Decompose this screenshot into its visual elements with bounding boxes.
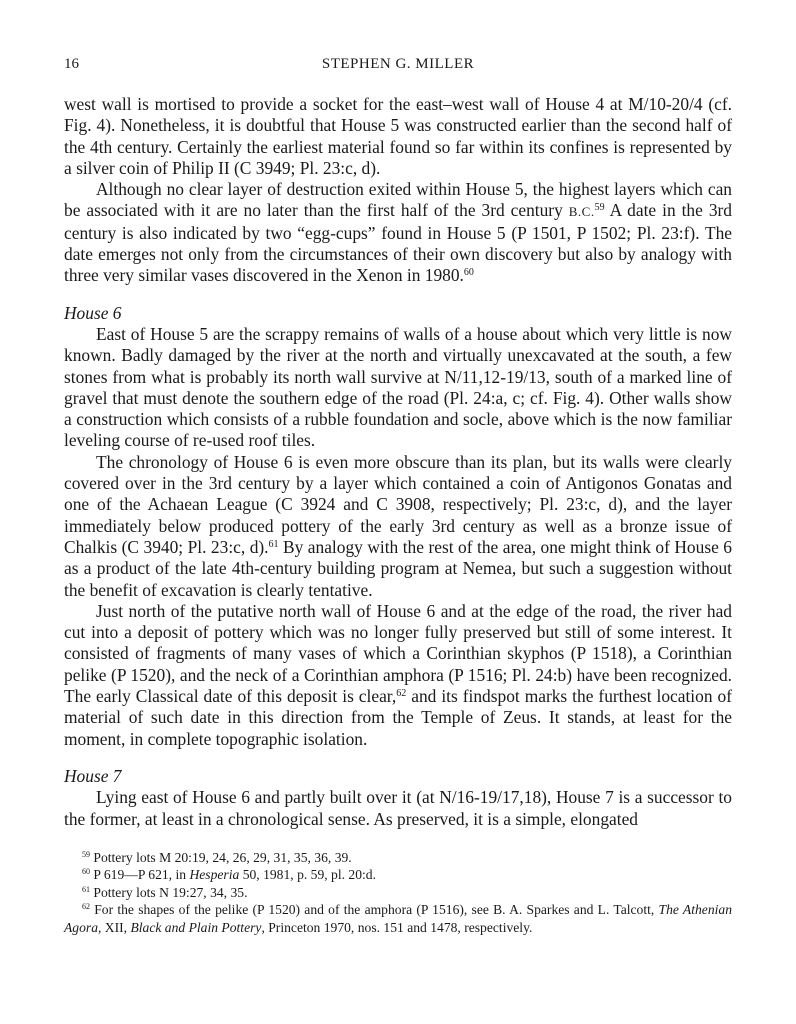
paragraph xyxy=(64,787,732,830)
footnote-text: Pottery lots M 20:19, 24, 26, 29, 31, 35, 36, 39. xyxy=(90,850,352,865)
paragraph xyxy=(64,94,732,179)
page-header xyxy=(64,56,732,78)
page-number: 16 xyxy=(64,56,79,72)
footnote-ref[interactable]: 61 xyxy=(268,538,279,550)
main-text xyxy=(64,94,732,830)
paragraph xyxy=(64,179,732,286)
footnote-ref[interactable]: 62 xyxy=(396,688,407,700)
footnote-ref[interactable]: 59 xyxy=(594,202,605,214)
paragraph-text: The chronology of House 6 is even more obscure than its plan, but its walls were clearly covered over in the 3rd century by a layer which contained a coin of Antigonos Gonatas and one of the Achaean League (C 3924 and C 3908, respectively; Pl. 23:c, d), and the layer immediately below produced pottery of the early 3rd century as well as a bronze issue of Chalkis (C 3940; Pl. 23:c, d). xyxy=(64,451,732,557)
paragraph-text: west wall is mortised to provide a socket for the east–west wall of House 4 at M/10-20/4 (cf. Fig. 4). Nonetheless, it is doubtful that House 5 was constructed earlier than the second half of the 4th century. Certainly the earliest material found so far within its confines is represented by a silver coin of Philip II (C 3949; Pl. 23:c, d). xyxy=(64,94,732,178)
paragraph-text: By analogy with the rest of the area, one might think of House 6 as a product of the late 4th-century building program at Nemea, but such a suggestion without the benefit of excavation is clearly tentative. xyxy=(64,536,732,600)
paragraph xyxy=(64,324,732,452)
paragraph-text: A date in the 3rd century is also indicated by two “egg-cups” found in House 5 (P 1501, P 1502; Pl. 23:f). The date emerges not only from the circumstances of their own discovery but also by analogy with three very similar vases discovered in the Xenon in 1980. xyxy=(64,200,732,286)
footnote-text: For the shapes of the pelike (P 1520) and of the amphora (P 1516), see B. A. Sparkes and L. Talcott, xyxy=(90,902,659,918)
journal-title: Hesperia xyxy=(189,867,240,883)
footnote-number: 61 xyxy=(82,884,90,894)
footnote-text: Pottery lots N 19:27, 34, 35. xyxy=(90,884,248,900)
footnote-text: 50, 1981, p. 59, pl. 20:d. xyxy=(239,867,376,883)
footnote-text: P 619—P 621, in xyxy=(90,867,190,883)
section-heading-house-7: House 7 xyxy=(64,765,122,786)
paragraph-text: East of House 5 are the scrappy remains of walls of a house about which very little is now known. Badly damaged by the river at the north and virtually unexcavated at the south, a few stones from what is probably its north wall survive at N/11,12-19/13, south of a marked line of gravel that must denote the southern edge of the road (Pl. 24:a, c; cf. Fig. 4). Other walls show a construction which consists of a rubble foundation and socle, above which is the now familiar leveling course of re-used roof tiles. xyxy=(64,323,732,451)
footnotes xyxy=(64,849,732,936)
footnote-62 xyxy=(64,901,732,936)
paragraph-text: Just north of the putative north wall of House 6 and at the edge of the road, the river had cut into a deposit of pottery which was no longer fully preserved but still of some interest. It consisted of fragments of many vases of which a Corinthian skyphos (P 1518), a Corinthian pelike (P 1520), and the neck of a Corinthian amphora (P 1516; Pl. 24:b) have been recognized. The early Classical date of this deposit is clear, xyxy=(64,600,732,707)
paragraph-text: Although no clear layer of destruction exited within House 5, the highest layers which can be associated with it are no later than the first half of the 3rd century xyxy=(64,179,732,221)
footnote-number: 60 xyxy=(82,867,90,877)
footnote-ref[interactable]: 60 xyxy=(463,267,474,279)
paragraph-text: and its findspot marks the furthest location of material of such date in this direction from the Temple of Zeus. It stands, at least for the moment, in complete topographic isolation. xyxy=(64,686,732,749)
book-subtitle: Black and Plain Pottery xyxy=(130,919,262,935)
footnote-text: , XII, xyxy=(97,919,131,935)
footnote-number: 62 xyxy=(82,902,90,912)
paragraph xyxy=(64,601,732,750)
paragraph xyxy=(64,452,732,601)
paragraph-text: Lying east of House 6 and partly built over it (at N/16-19/17,18), House 7 is a successor to the former, at least in a chronological sense. As preserved, it is a simple, elongated xyxy=(64,787,732,829)
era-abbreviation: B.C. xyxy=(568,204,595,220)
section-heading-house-6: House 6 xyxy=(64,302,122,323)
book-title: The Athenian Agora xyxy=(64,902,733,935)
running-head: STEPHEN G. MILLER xyxy=(321,56,475,72)
footnote-61 xyxy=(64,884,732,901)
footnote-number: 59 xyxy=(82,850,90,859)
footnote-59 xyxy=(64,849,732,866)
footnote-60 xyxy=(64,866,732,883)
footnote-text: , Princeton 1970, nos. 151 and 1478, respectively. xyxy=(261,919,533,935)
